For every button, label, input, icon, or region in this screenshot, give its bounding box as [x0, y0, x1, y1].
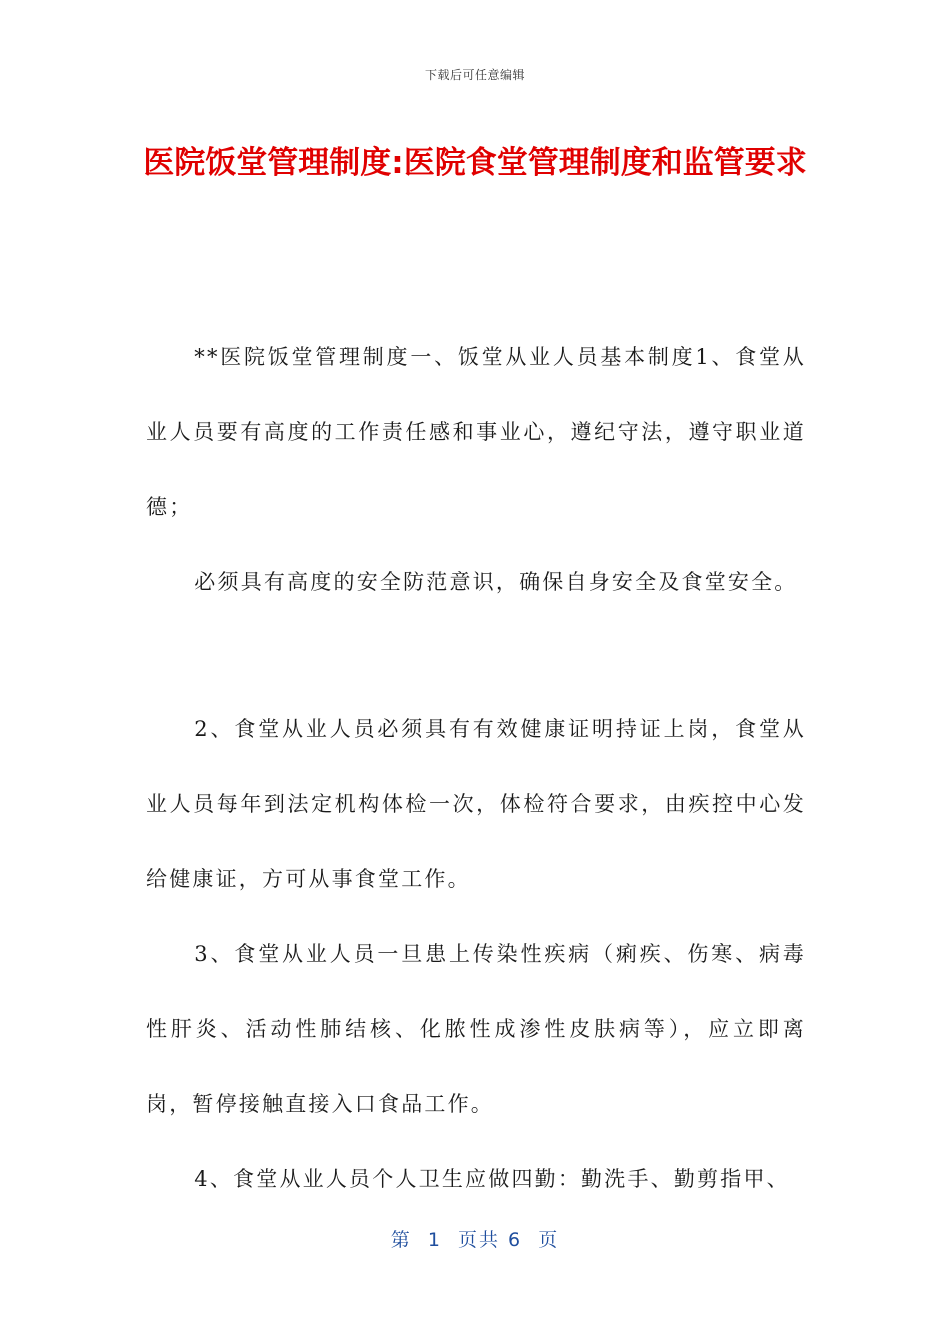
paragraph-5: 4、食堂从业人员个人卫生应做四勤：勤洗手、勤剪指甲、 — [194, 1167, 790, 1191]
paragraph-spacer — [146, 620, 806, 692]
paragraph-1: **医院饭堂管理制度一、饭堂从业人员基本制度1、食堂从业人员要有高度的工作责任感和事业心，遵纪守法，遵守职业道德； — [146, 345, 806, 519]
header-note: 下载后可任意编辑 — [424, 68, 525, 82]
document-title: 医院饭堂管理制度:医院食堂管理制度和监管要求 — [143, 145, 807, 181]
paragraph-3: 2、食堂从业人员必须具有有效健康证明持证上岗，食堂从业人员每年到法定机构体检一次，体检符合要求，由疾控中心发给健康证，方可从事食堂工作。 — [146, 717, 806, 891]
document-body — [146, 320, 806, 1217]
paragraph-2: 必须具有高度的安全防范意识，确保自身安全及食堂安全。 — [194, 570, 798, 594]
page-number-footer: 第 1 页共 6 页 — [390, 1229, 560, 1251]
paragraph-4: 3、食堂从业人员一旦患上传染性疾病（痢疾、伤寒、病毒性肝炎、活动性肺结核、化脓性成渗性皮肤病等），应立即离岗，暂停接触直接入口食品工作。 — [146, 942, 806, 1116]
